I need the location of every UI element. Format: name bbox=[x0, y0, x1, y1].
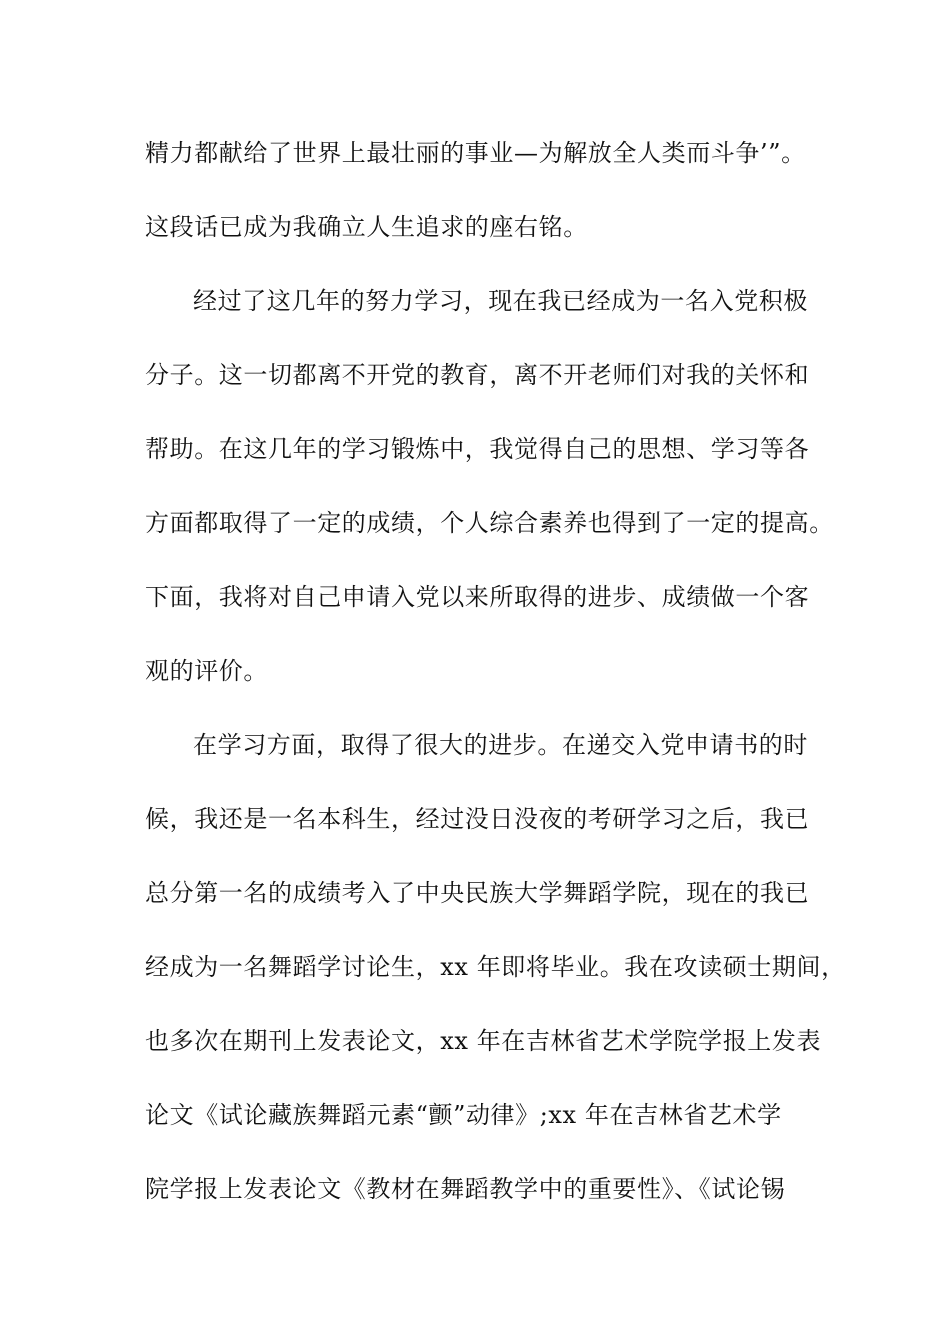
paragraph-line: 院学报上发表论文《教材在舞蹈教学中的重要性》、《试论锡 bbox=[145, 1175, 786, 1203]
paragraph-line: 下面，我将对自己申请入党以来所取得的进步、成绩做一个客 bbox=[145, 583, 810, 611]
paragraph-line: 帮助。在这几年的学习锻炼中，我觉得自己的思想、学习等各 bbox=[145, 435, 810, 463]
paragraph-line: 在学习方面，取得了很大的进步。在递交入党申请书的时 bbox=[193, 731, 808, 759]
paragraph-line: 方面都取得了一定的成绩，个人综合素养也得到了一定的提高。 bbox=[145, 509, 834, 537]
paragraph-line: 观的评价。 bbox=[145, 657, 268, 685]
paragraph-line: 精力都献给了世界上最壮丽的事业—为解放全人类而斗争’”。 bbox=[145, 139, 806, 167]
paragraph-line: 这段话已成为我确立人生追求的座右铭。 bbox=[145, 213, 588, 241]
paragraph-line: 总分第一名的成绩考入了中央民族大学舞蹈学院，现在的我已 bbox=[145, 879, 810, 907]
paragraph-line: 论文《试论藏族舞蹈元素“颤”动律》;xx 年在吉林省艺术学 bbox=[145, 1101, 782, 1129]
paragraph-line: 分子。这一切都离不开党的教育，离不开老师们对我的关怀和 bbox=[145, 361, 810, 389]
paragraph-line: 也多次在期刊上发表论文，xx 年在吉林省艺术学院学报上发表 bbox=[145, 1027, 822, 1055]
paragraph-line: 经成为一名舞蹈学讨论生，xx 年即将毕业。我在攻读硕士期间， bbox=[145, 953, 846, 981]
paragraph-line: 候，我还是一名本科生，经过没日没夜的考研学习之后，我已 bbox=[145, 805, 810, 833]
paragraph-line: 经过了这几年的努力学习，现在我已经成为一名入党积极 bbox=[193, 287, 808, 315]
